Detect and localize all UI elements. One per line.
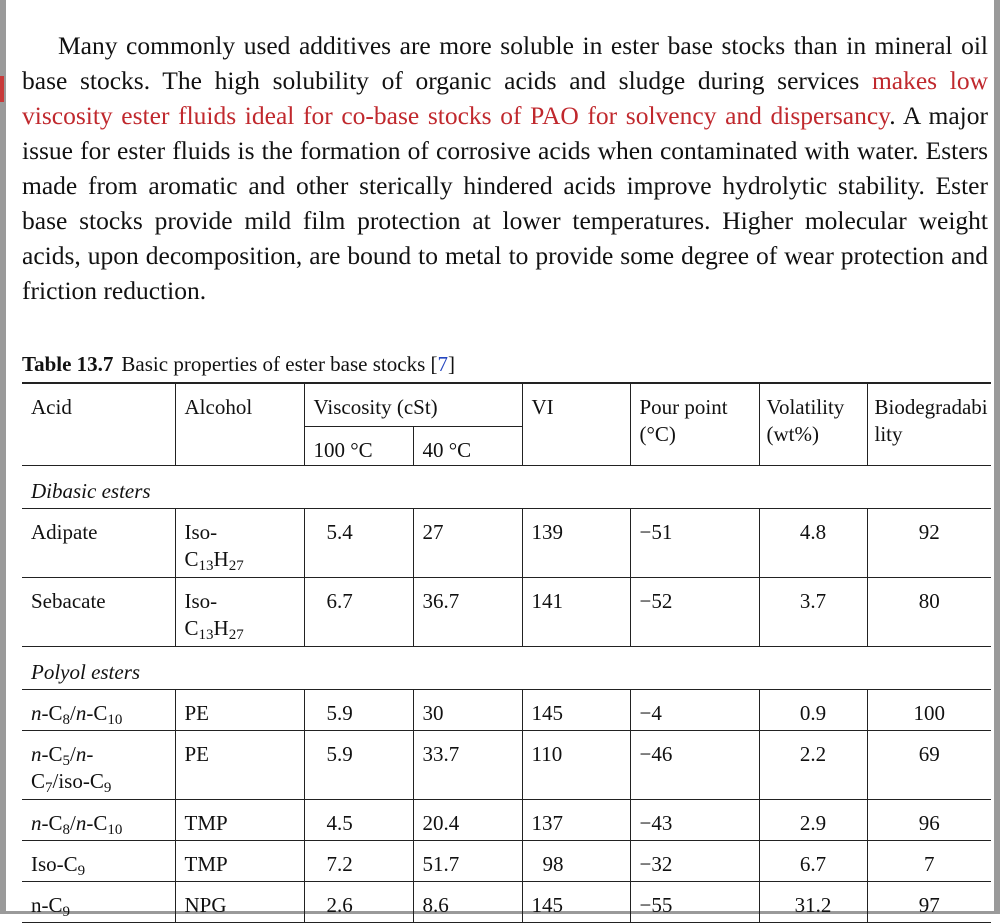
cell-biodegradability: 96 (867, 800, 991, 841)
cell-vi: 145 (522, 690, 630, 731)
cell-viscosity-100: 7.2 (304, 841, 413, 882)
header-viscosity: Viscosity (cSt) (304, 383, 522, 427)
body-paragraph (22, 28, 988, 308)
cell-viscosity-100: 4.5 (304, 800, 413, 841)
cell-viscosity-40: 20.4 (413, 800, 522, 841)
cell-alcohol: NPG (175, 882, 304, 923)
cell-acid: $n-C_8/n-C_{10}$ (22, 800, 175, 841)
group-label: Polyol esters (22, 647, 991, 690)
highlight-marker (0, 76, 4, 102)
table-row (22, 841, 991, 882)
group-row-polyol (22, 647, 991, 690)
cell-biodegradability: 69 (867, 731, 991, 800)
cell-vi: 141 (522, 578, 630, 647)
cell-biodegradability: 97 (867, 882, 991, 923)
cell-volatility: 31.2 (759, 882, 867, 923)
table-number: Table 13.7 (22, 352, 114, 376)
table-row (22, 731, 991, 800)
header-viscosity-100: 100 °C (304, 427, 413, 466)
cell-acid: $n-C_5/n-$ $C_7/iso-C_9$ (22, 731, 175, 800)
cell-viscosity-40: 36.7 (413, 578, 522, 647)
cell-pour-point: −32 (630, 841, 759, 882)
highlighted-text[interactable]: makes low viscosity ester fluids ideal for co-base stocks of PAO for solvency and dispersancy (22, 65, 988, 130)
cell-volatility: 4.8 (759, 509, 867, 578)
header-volatility: Volatility (wt%) (759, 383, 867, 466)
page-right-border (994, 0, 1000, 914)
table-caption (22, 349, 988, 379)
caption-close: ] (448, 352, 455, 376)
cell-viscosity-40: 27 (413, 509, 522, 578)
ester-properties-table (22, 382, 991, 923)
cell-alcohol: TMP (175, 800, 304, 841)
cell-acid: Iso-$C_9$ (22, 841, 175, 882)
cell-vi: 145 (522, 882, 630, 923)
paragraph-text: Many commonly used additives are more soluble in ester base stocks than in mineral oil base stocks. The high solubility of organic acids and sludge during services (22, 30, 988, 95)
cell-volatility: 2.2 (759, 731, 867, 800)
cell-acid: Adipate (22, 509, 175, 578)
cell-pour-point: −46 (630, 731, 759, 800)
cell-acid: $n-C_9$ (22, 882, 175, 923)
cell-viscosity-40: 51.7 (413, 841, 522, 882)
cell-viscosity-40: 30 (413, 690, 522, 731)
cell-acid: Sebacate (22, 578, 175, 647)
cell-vi: 98 (522, 841, 630, 882)
cell-viscosity-40: 8.6 (413, 882, 522, 923)
cell-alcohol: Iso- $C_{13}H_{27}$ (175, 578, 304, 647)
cell-viscosity-100: 5.9 (304, 690, 413, 731)
header-alcohol: Alcohol (175, 383, 304, 466)
cell-vi: 137 (522, 800, 630, 841)
table-row (22, 509, 991, 578)
cell-biodegradability: 100 (867, 690, 991, 731)
reference-link[interactable]: 7 (437, 352, 448, 376)
cell-viscosity-100: 5.9 (304, 731, 413, 800)
cell-alcohol: PE (175, 690, 304, 731)
cell-viscosity-40: 33.7 (413, 731, 522, 800)
caption-text: Basic properties of ester base stocks [ (121, 352, 438, 376)
page-left-border (0, 0, 6, 914)
cell-pour-point: −43 (630, 800, 759, 841)
cell-biodegradability: 80 (867, 578, 991, 647)
group-row-dibasic (22, 466, 991, 509)
header-pour-point: Pour point (°C) (630, 383, 759, 466)
header-acid: Acid (22, 383, 175, 466)
cell-viscosity-100: 6.7 (304, 578, 413, 647)
cell-biodegradability: 92 (867, 509, 991, 578)
header-viscosity-40: 40 °C (413, 427, 522, 466)
table-row (22, 690, 991, 731)
cell-alcohol: PE (175, 731, 304, 800)
cell-alcohol: TMP (175, 841, 304, 882)
cell-acid: $n-C_8/n-C_{10}$ (22, 690, 175, 731)
paragraph-text-end: . A major issue for ester fluids is the formation of corrosive acids when contaminated with water. Esters made from aromatic and other sterically hindered acids improve hydrolytic stability. Ester base stocks provide mild film protection at lower temperatures. Higher molecular weight acids, upon decomposition, are bound to metal to provide some degree of wear protection and friction reduction. (22, 100, 988, 305)
cell-pour-point: −52 (630, 578, 759, 647)
cell-pour-point: −55 (630, 882, 759, 923)
cell-pour-point: −51 (630, 509, 759, 578)
cell-volatility: 0.9 (759, 690, 867, 731)
cell-pour-point: −4 (630, 690, 759, 731)
cell-volatility: 3.7 (759, 578, 867, 647)
table-row (22, 800, 991, 841)
cell-volatility: 6.7 (759, 841, 867, 882)
cell-alcohol: Iso- $C_{13}H_{27}$ (175, 509, 304, 578)
header-biodegradability: Biodegradability (867, 383, 991, 466)
cell-vi: 110 (522, 731, 630, 800)
cell-vi: 139 (522, 509, 630, 578)
header-row (22, 383, 991, 427)
cell-viscosity-100: 5.4 (304, 509, 413, 578)
cell-volatility: 2.9 (759, 800, 867, 841)
group-label: Dibasic esters (22, 466, 991, 509)
cell-biodegradability: 7 (867, 841, 991, 882)
cell-viscosity-100: 2.6 (304, 882, 413, 923)
header-vi: VI (522, 383, 630, 466)
table-row (22, 882, 991, 923)
table-row (22, 578, 991, 647)
